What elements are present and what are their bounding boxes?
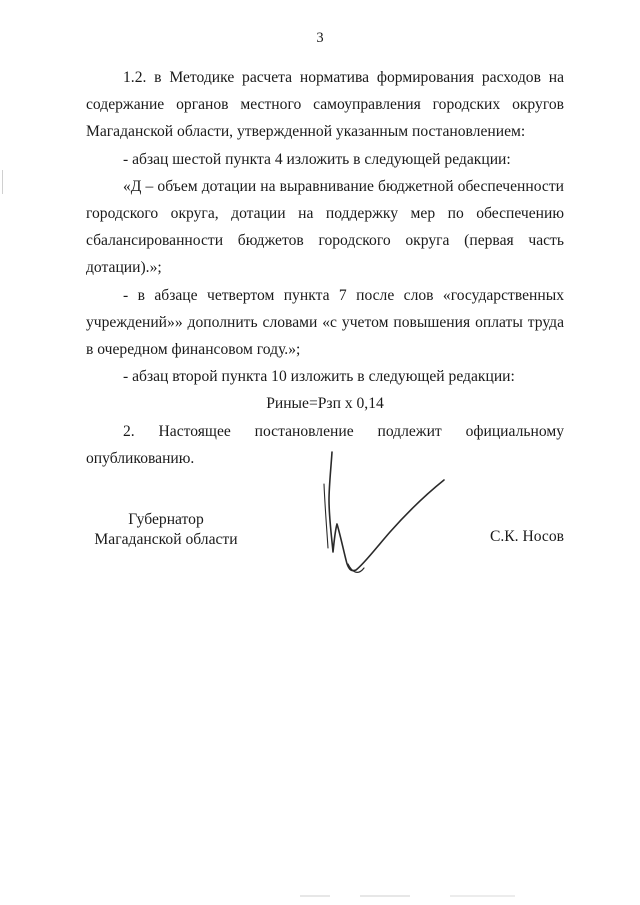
signatory-title-line-1: Губернатор	[128, 511, 204, 528]
paragraph-item-10-intro: - абзац второй пункта 10 изложить в следующей редакции:	[123, 368, 515, 386]
paragraph-item-4-intro: - абзац шестой пункта 4 изложить в следующей редакции:	[123, 150, 511, 168]
paragraph-publication: 2. Настоящее постановление подлежит официальному опубликованию.	[86, 422, 564, 467]
paragraph-methodology-amendment: 1.2. в Методике расчета норматива формирования расходов на содержание органов местного самоуправления городских округов Магаданской области, утвержденной указанным постановлением:	[86, 69, 564, 141]
scan-margin-mark	[2, 170, 3, 194]
document-body	[86, 64, 564, 472]
signatory-name: С.К. Носов	[489, 528, 564, 545]
signatory-title	[86, 510, 246, 549]
paragraph-item-4-text: «Д – объем дотации на выравнивание бюджетной обеспеченности городского округа, дотации на поддержку мер по обеспечению сбалансированности бюджетов городского округа (первая часть дотации).»;	[86, 177, 564, 277]
handwritten-signature	[318, 448, 458, 588]
signature-stroke-main	[329, 452, 444, 571]
page-number: 3	[316, 30, 324, 46]
paragraph-item-7-amendment: - в абзаце четвертом пункта 7 после слов «государственных учреждений»» дополнить словами «с учетом повышения оплаты труда в очередном финансовом году.»;	[86, 286, 564, 359]
signature-stroke-left	[324, 484, 328, 548]
scan-footer-marks	[300, 893, 540, 899]
signatory-title-line-2: Магаданской области	[94, 530, 238, 548]
formula: Риные=Рзп х 0,14	[266, 395, 384, 413]
